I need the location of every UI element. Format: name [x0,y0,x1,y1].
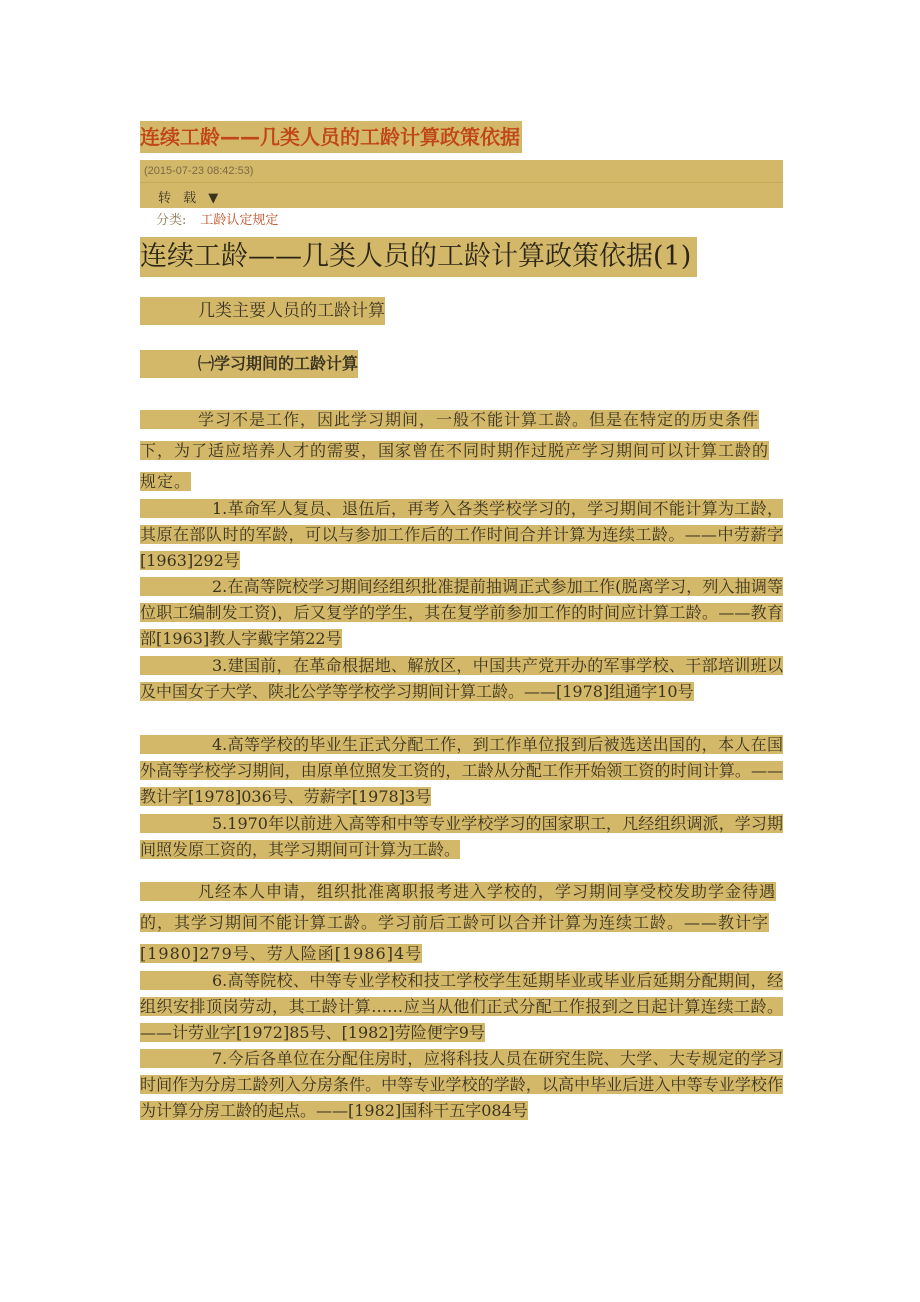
list-item-text: 4.高等学校的毕业生正式分配工作，到工作单位报到后被选送出国的，本人在国外高等学校学习期间，由原单位照发工资的，工龄从分配工作开始领工资的时间计算。——教计字[1978]036号、劳薪字[1978]3号 [140,735,783,806]
list-item-text: 7.今后各单位在分配住房时，应将科技人员在研究生院、大学、大专规定的学习时间作为分房工龄列入分房条件。中等专业学校的学龄，以高中毕业后进入中等专业学校作为计算分房工龄的起点。——[1982]国科干五字084号 [140,1049,783,1120]
list-item [140,968,783,1046]
meta-divider [140,182,783,183]
section-heading-text: 几类主要人员的工龄计算 [198,301,385,321]
meta-bar [140,160,783,208]
list-item [140,496,783,574]
repost-dropdown[interactable]: 转 载 ▼ [158,191,223,206]
list-item-text: 5.1970年以前进入高等和中等专业学校学习的国家职工，凡经组织调派，学习期间照发原工资的，其学习期间可计算为工龄。 [140,814,783,859]
note-paragraph [140,876,783,969]
category-label: 分类: [156,213,187,228]
blog-title[interactable]: 连续工龄——几类人员的工龄计算政策依据 [140,121,522,153]
list-item [140,1046,783,1124]
list-item-text: 2.在高等院校学习期间经组织批准提前抽调正式参加工作(脱离学习，列入抽调等位职工编制发工资)，后又复学的学生，其在复学前参加工作的时间应计算工龄。——教育部[1963]教人字戴字第22号 [140,577,783,648]
category-link[interactable]: 工龄认定规定 [200,213,279,228]
intro-paragraph [140,404,783,497]
list-item [140,811,783,863]
list-item-text: 6.高等院校、中等专业学校和技工学校学生延期毕业或毕业后延期分配期间，经组织安排顶岗劳动，其工龄计算……应当从他们正式分配工作报到之日起计算连续工龄。——计劳业字[1972]85号、[1982]劳险便字9号 [140,971,783,1042]
list-item [140,732,783,810]
list-item [140,574,783,652]
subsection-heading-text: ㈠学习期间的工龄计算 [198,354,359,373]
list-item [140,653,783,705]
intro-text: 学习不是工作，因此学习期间，一般不能计算工龄。但是在特定的历史条件下，为了适应培养人才的需要，国家曾在不同时期作过脱产学习期间可以计算工龄的规定。 [140,410,770,491]
list-item-text: 1.革命军人复员、退伍后，再考入各类学校学习的，学习期间不能计算为工龄，其原在部队时的军龄，可以与参加工作后的工作时间合并计算为连续工龄。——中劳薪字[1963]292号 [140,499,783,570]
subsection-heading [140,350,358,378]
post-date: (2015-07-23 08:42:53) [144,165,254,177]
category-row [156,211,278,231]
section-heading [140,297,385,325]
note-text: 凡经本人申请，组织批准离职报考进入学校的，学习期间享受校发助学金待遇的，其学习期间不能计算工龄。学习前后工龄可以合并计算为连续工龄。——教计字[1980]279号、劳人险函[1986]4号 [140,882,777,963]
list-item-text: 3.建国前，在革命根据地、解放区，中国共产党开办的军事学校、干部培训班以及中国女子大学、陕北公学等学校学习期间计算工龄。——[1978]组通字10号 [140,656,783,701]
article-title: 连续工龄——几类人员的工龄计算政策依据(1) [140,237,697,277]
